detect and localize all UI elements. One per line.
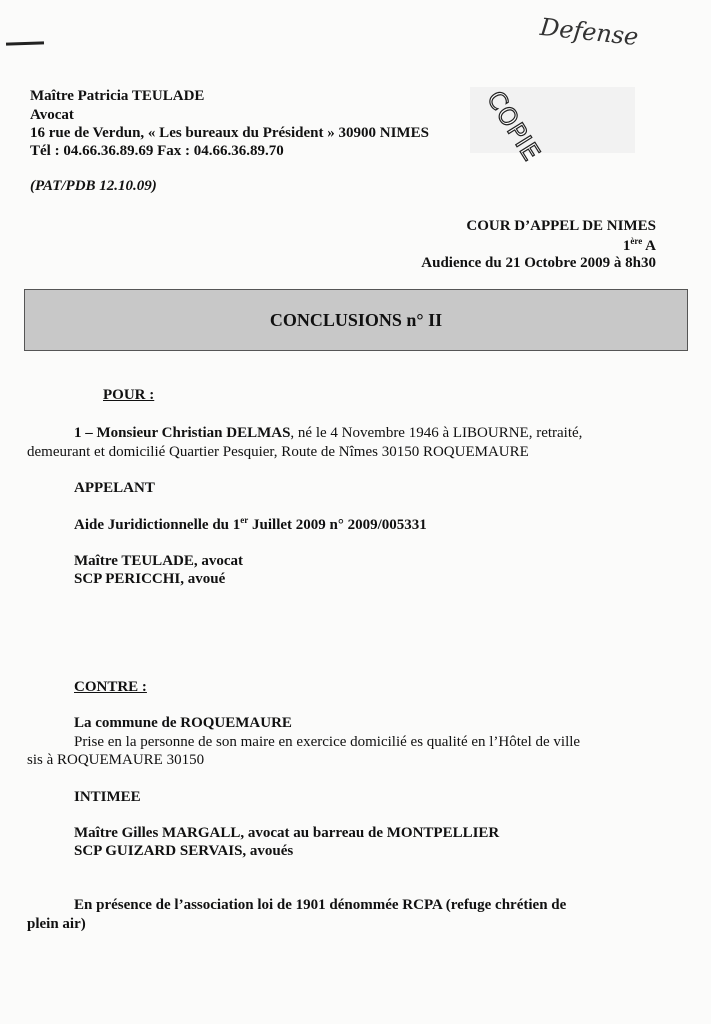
lawyer-phone: Tél : 04.66.36.89.69 Fax : 04.66.36.89.70 xyxy=(30,143,284,159)
handwritten-note: Defense xyxy=(538,12,640,52)
scan-mark xyxy=(6,41,44,45)
respondent-counsel1: Maître Gilles MARGALL, avocat au barreau de MONTPELLIER xyxy=(74,825,500,841)
contre-heading: CONTRE : xyxy=(74,679,147,695)
case-reference: (PAT/PDB 12.10.09) xyxy=(30,178,157,194)
respondent-line1: Prise en la personne de son maire en exercice domicilié es qualité en l’Hôtel de ville xyxy=(74,734,581,750)
respondent-role: INTIMEE xyxy=(74,789,141,805)
title-box xyxy=(24,289,688,351)
respondent-counsel2: SCP GUIZARD SERVAIS, avoués xyxy=(74,843,294,859)
respondent-name: La commune de ROQUEMAURE xyxy=(74,715,292,731)
lawyer-name: Maître Patricia TEULADE xyxy=(30,88,205,104)
pour-heading: POUR : xyxy=(103,387,155,403)
appellant-line2: demeurant et domicilié Quartier Pesquier, Route de Nîmes 30150 ROQUEMAURE xyxy=(27,444,529,460)
appellant-counsel1: Maître TEULADE, avocat xyxy=(74,553,244,569)
court-chamber: 1ère A xyxy=(622,236,656,254)
legal-aid: Aide Juridictionnelle du 1er Juillet 2009 n° 2009/005331 xyxy=(74,515,427,533)
presence-line1: En présence de l’association loi de 1901 dénommée RCPA (refuge chrétien de xyxy=(74,897,567,913)
appellant-counsel2: SCP PERICCHI, avoué xyxy=(74,571,226,587)
document-title: CONCLUSIONS n° II xyxy=(269,309,443,330)
appellant-line1: 1 – Monsieur Christian DELMAS, né le 4 Novembre 1946 à LIBOURNE, retraité, xyxy=(74,425,583,441)
respondent-line2: sis à ROQUEMAURE 30150 xyxy=(27,752,205,768)
lawyer-title: Avocat xyxy=(30,107,74,123)
presence-line2: plein air) xyxy=(27,916,86,932)
lawyer-address: 16 rue de Verdun, « Les bureaux du Président » 30900 NIMES xyxy=(30,125,429,141)
copie-stamp: COPIE xyxy=(481,86,547,167)
court-hearing: Audience du 21 Octobre 2009 à 8h30 xyxy=(421,255,656,271)
appellant-role: APPELANT xyxy=(74,480,155,496)
court-name: COUR D’APPEL DE NIMES xyxy=(466,218,656,234)
